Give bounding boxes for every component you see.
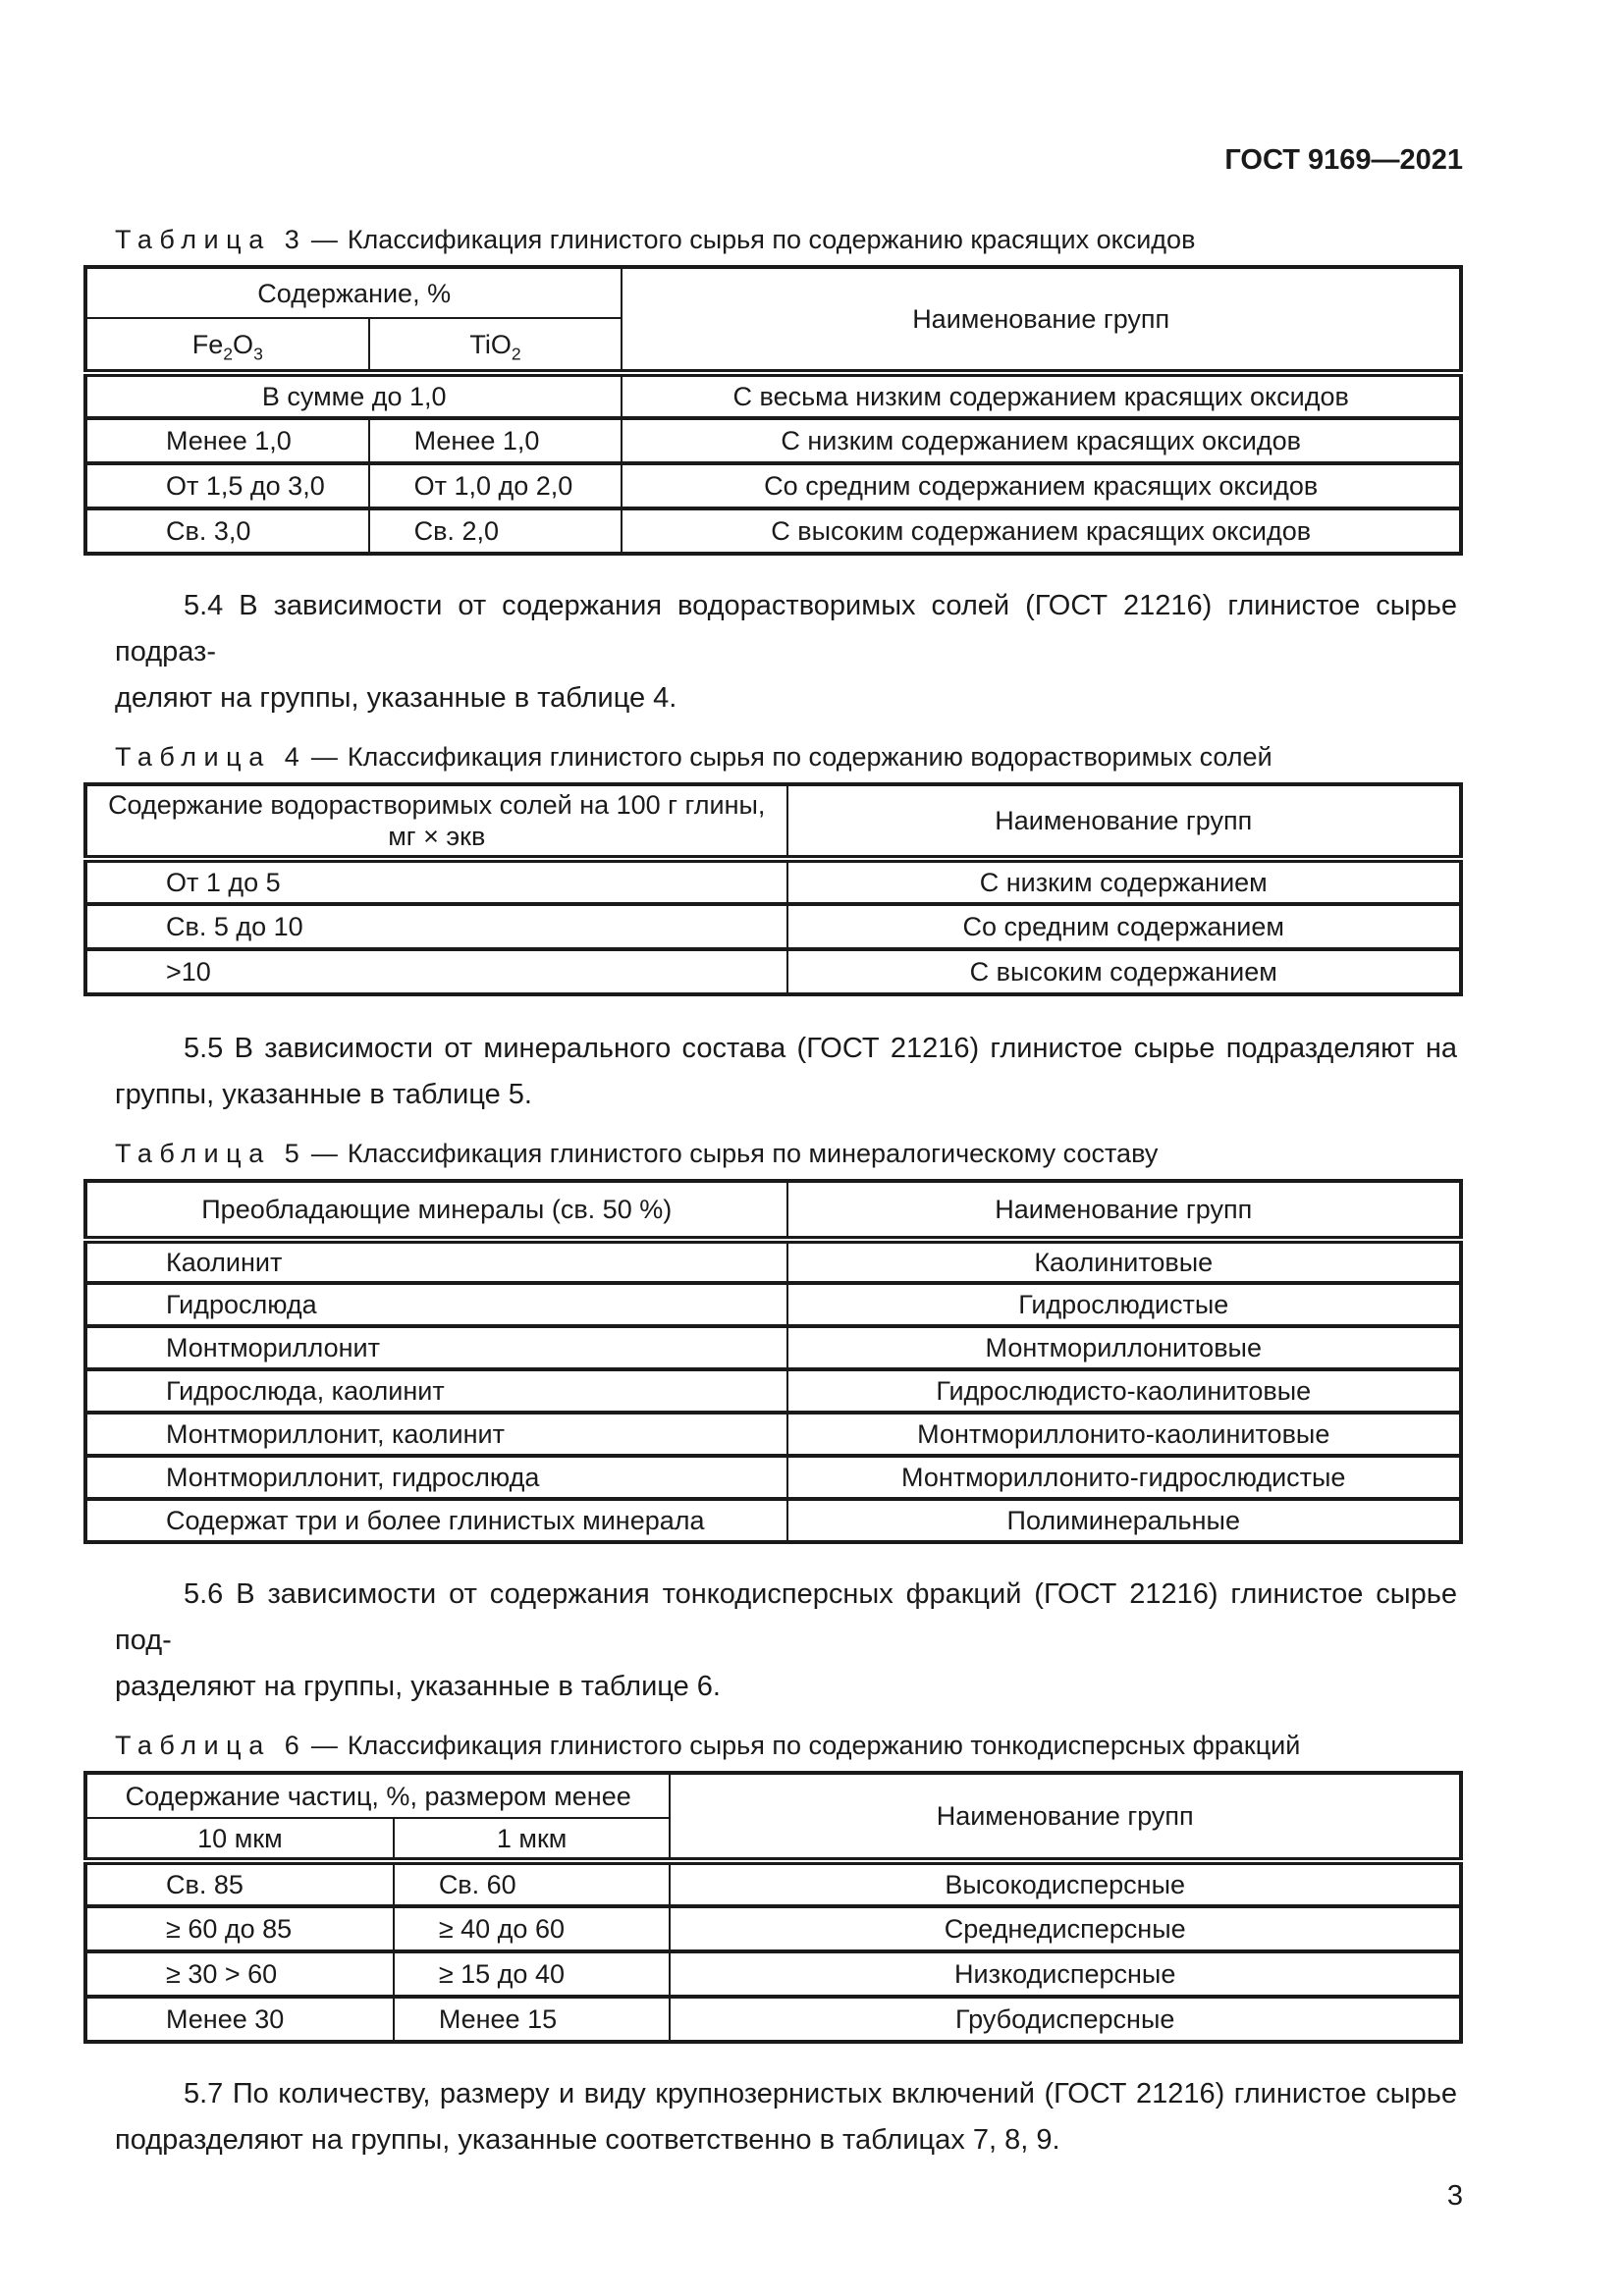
table-row [85, 1283, 1461, 1326]
table6-caption-title: Классификация глинистого сырья по содержанию тонкодисперсных фракций [347, 1731, 1301, 1760]
paragraph-5-6 [115, 1572, 1457, 1710]
table3-caption-label: Таблица [115, 225, 271, 254]
paragraph-5-4 [115, 583, 1457, 721]
table-row [85, 904, 1461, 949]
cell-fe-value: От 1,5 до 3,0 [85, 463, 369, 508]
col-header-groups: Наименование групп [787, 784, 1462, 859]
table3-header [85, 267, 1461, 373]
table3-caption-dash: — [310, 225, 338, 254]
table-row [85, 1326, 1461, 1369]
cell-salt-value: Св. 5 до 10 [85, 904, 787, 949]
cell-group-name: Монтмориллонито-гидрослюдистые [787, 1456, 1462, 1499]
paragraph-line: разделяют на группы, указанные в таблице 6. [115, 1671, 721, 1702]
col-header-content-pct: Содержание, % [85, 267, 622, 318]
table4-caption-label: Таблица [115, 742, 271, 772]
table-row [85, 1369, 1461, 1413]
cell-group-name: Монтмориллонитовые [787, 1326, 1462, 1369]
table-header-row [85, 784, 1461, 859]
paragraph-5-5 [115, 1026, 1457, 1118]
table4-caption-title: Классификация глинистого сырья по содержанию водорастворимых солей [347, 742, 1272, 772]
cell-group-name: Гидрослюдисто-каолинитовые [787, 1369, 1462, 1413]
table6-fine-fractions [83, 1771, 1463, 2044]
paragraph-5-7 [115, 2071, 1457, 2163]
paragraph-line: подразделяют на группы, указанные соответственно в таблицах 7, 8, 9. [115, 2124, 1060, 2156]
table6-caption [115, 1730, 1463, 1761]
cell-group-name: Со средним содержанием красящих оксидов [622, 463, 1461, 508]
table-header-row [85, 1773, 1461, 1818]
col-header-groups: Наименование групп [622, 267, 1461, 373]
paragraph-line: 5.6 В зависимости от содержания тонкодисперсных фракций (ГОСТ 21216) глинистое сырье под- [115, 1578, 1457, 1656]
table5-caption-label: Таблица [115, 1139, 271, 1168]
col-header-dominant-minerals: Преобладающие минералы (св. 50 %) [85, 1181, 787, 1240]
table-row [85, 1499, 1461, 1542]
table3-caption-title: Классификация глинистого сырья по содержанию красящих оксидов [347, 225, 1196, 254]
table6-caption-label: Таблица [115, 1731, 271, 1760]
cell-mineral-value: Монтмориллонит [85, 1326, 787, 1369]
cell-mineral-value: Монтмориллонит, каолинит [85, 1413, 787, 1456]
cell-salt-value: >10 [85, 949, 787, 994]
table3-caption [115, 224, 1463, 255]
table-header-row [85, 267, 1461, 318]
col-header-groups: Наименование групп [670, 1773, 1461, 1861]
cell-group-name: Грубодисперсные [670, 1997, 1461, 2042]
cell-group-name: Каолинитовые [787, 1240, 1462, 1283]
cell-1um-value: Менее 15 [394, 1997, 671, 2042]
cell-mineral-value: Каолинит [85, 1240, 787, 1283]
cell-salt-value: От 1 до 5 [85, 859, 787, 904]
table4-caption-number: 4 [284, 742, 299, 772]
table-row [85, 1456, 1461, 1499]
table5-caption-title: Классификация глинистого сырья по минералогическому составу [347, 1139, 1159, 1168]
table5-caption-dash: — [310, 1139, 338, 1168]
paragraph-line: деляют на группы, указанные в таблице 4. [115, 682, 677, 714]
page-number: 3 [1446, 2180, 1463, 2212]
table-row [85, 859, 1461, 904]
formula-text: TiO [469, 329, 512, 359]
cell-sum-value: В сумме до 1,0 [85, 373, 622, 418]
col-header-particle-content: Содержание частиц, %, размером менее [85, 1773, 670, 1818]
table-row [85, 949, 1461, 994]
col-header-10um: 10 мкм [85, 1818, 394, 1861]
paragraph-line: 5.4 В зависимости от содержания водорастворимых солей (ГОСТ 21216) глинистое сырье подраз- [115, 590, 1457, 667]
table-row [85, 1413, 1461, 1456]
table-row [85, 463, 1461, 508]
table3-coloring-oxides [83, 265, 1463, 556]
table-row [85, 1861, 1461, 1906]
cell-group-name: Полиминеральные [787, 1499, 1462, 1542]
table-row [85, 1951, 1461, 1997]
formula-text: Fe [191, 329, 224, 359]
cell-mineral-value: Гидрослюда, каолинит [85, 1369, 787, 1413]
table5-mineral-composition [83, 1179, 1463, 1544]
cell-group-name: С весьма низким содержанием красящих оксидов [622, 373, 1461, 418]
table3-body [85, 373, 1461, 554]
table6-body [85, 1861, 1461, 2042]
cell-group-name: Среднедисперсные [670, 1906, 1461, 1951]
table-row [85, 1906, 1461, 1951]
table6-caption-dash: — [310, 1731, 338, 1760]
cell-group-name: С высоким содержанием красящих оксидов [622, 508, 1461, 554]
cell-10um-value: Менее 30 [85, 1997, 394, 2042]
cell-ti-value: Св. 2,0 [369, 508, 623, 554]
table6-caption-number: 6 [284, 1731, 299, 1760]
table4-header [85, 784, 1461, 859]
cell-ti-value: Менее 1,0 [369, 418, 623, 463]
paragraph-line: 5.7 По количеству, размеру и виду крупнозернистых включений (ГОСТ 21216) глинистое сырье [184, 2078, 1457, 2109]
cell-10um-value: ≥ 30 > 60 [85, 1951, 394, 1997]
cell-group-name: С низким содержанием [787, 859, 1462, 904]
table-header-row [85, 1181, 1461, 1240]
paragraph-line: 5.5 В зависимости от минерального состава (ГОСТ 21216) глинистое сырье подразделяют на [184, 1033, 1457, 1064]
document-code-header: ГОСТ 9169—2021 [1224, 144, 1463, 176]
col-header-groups: Наименование групп [787, 1181, 1462, 1240]
table6-header [85, 1773, 1461, 1861]
table5-header [85, 1181, 1461, 1240]
cell-10um-value: ≥ 60 до 85 [85, 1906, 394, 1951]
table5-caption-number: 5 [284, 1139, 299, 1168]
cell-group-name: Высокодисперсные [670, 1861, 1461, 1906]
table3-caption-number: 3 [284, 225, 299, 254]
cell-mineral-value: Гидрослюда [85, 1283, 787, 1326]
cell-group-name: С низким содержанием красящих оксидов [622, 418, 1461, 463]
cell-fe-value: Менее 1,0 [85, 418, 369, 463]
col-header-tio2 [369, 318, 623, 373]
cell-group-name: Со средним содержанием [787, 904, 1462, 949]
cell-mineral-value: Монтмориллонит, гидрослюда [85, 1456, 787, 1499]
table-row [85, 1997, 1461, 2042]
cell-ti-value: От 1,0 до 2,0 [369, 463, 623, 508]
cell-1um-value: ≥ 15 до 40 [394, 1951, 671, 1997]
cell-group-name: Гидрослюдистые [787, 1283, 1462, 1326]
col-header-1um: 1 мкм [394, 1818, 671, 1861]
formula-subscript: 2 [223, 343, 234, 363]
table4-caption [115, 741, 1463, 773]
table5-caption [115, 1138, 1463, 1169]
table4-soluble-salts [83, 782, 1463, 996]
formula-subscript: 3 [253, 343, 263, 363]
table4-body [85, 859, 1461, 994]
cell-fe-value: Св. 3,0 [85, 508, 369, 554]
formula-text: O [233, 329, 254, 359]
table-row [85, 508, 1461, 554]
cell-group-name: Низкодисперсные [670, 1951, 1461, 1997]
cell-1um-value: Св. 60 [394, 1861, 671, 1906]
col-header-salt-content: Содержание водорастворимых солей на 100 г глины, мг × экв [85, 784, 787, 859]
table4-caption-dash: — [310, 742, 338, 772]
table5-body [85, 1240, 1461, 1542]
table-row [85, 1240, 1461, 1283]
cell-10um-value: Св. 85 [85, 1861, 394, 1906]
paragraph-line: группы, указанные в таблице 5. [115, 1079, 532, 1110]
table-row [85, 373, 1461, 418]
col-header-fe2o3 [85, 318, 369, 373]
formula-subscript: 2 [511, 343, 521, 363]
cell-group-name: Монтмориллонито-каолинитовые [787, 1413, 1462, 1456]
cell-1um-value: ≥ 40 до 60 [394, 1906, 671, 1951]
cell-mineral-value: Содержат три и более глинистых минерала [85, 1499, 787, 1542]
cell-group-name: С высоким содержанием [787, 949, 1462, 994]
table-row [85, 418, 1461, 463]
